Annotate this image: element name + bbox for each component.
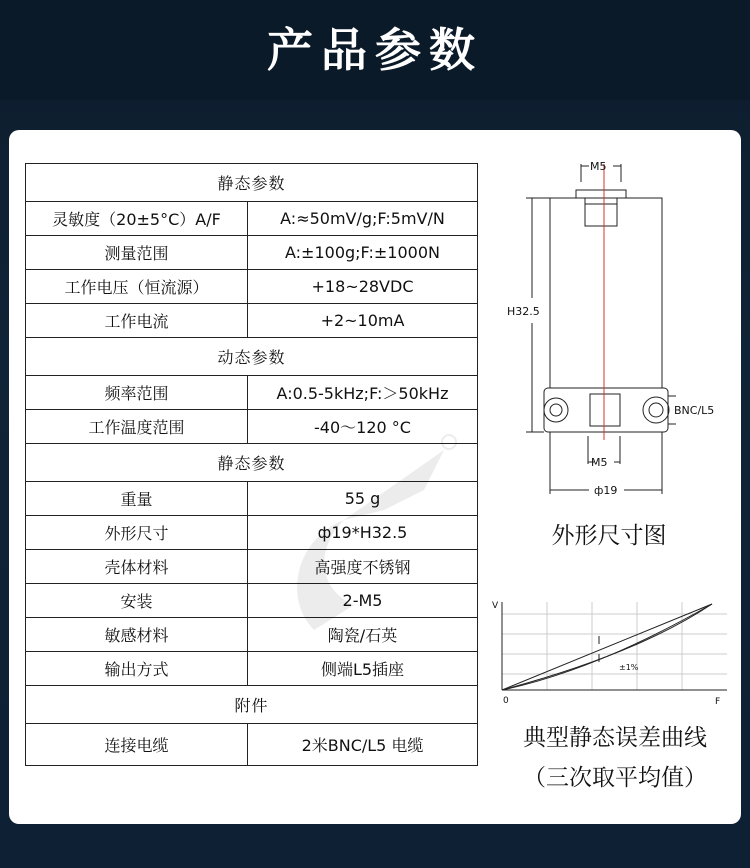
param-value: 55 g (248, 482, 478, 516)
label-bottom-m5: M5 (591, 456, 608, 469)
param-value: 2-M5 (248, 584, 478, 618)
param-name: 连接电缆 (26, 724, 248, 766)
label-height: H32.5 (507, 305, 540, 318)
param-value: A:0.5-5kHz;F:＞50kHz (248, 376, 478, 410)
param-name: 安装 (26, 584, 248, 618)
section-title: 附件 (26, 686, 478, 724)
error-annotation: ±1% (619, 663, 639, 672)
param-name: 壳体材料 (26, 550, 248, 584)
section-title: 静态参数 (26, 164, 478, 202)
param-value: +2~10mA (248, 304, 478, 338)
section-header-static (26, 164, 478, 202)
param-value: 2米BNC/L5 电缆 (248, 724, 478, 766)
error-plot-caption: 典型静态误差曲线 (523, 725, 707, 751)
param-name: 输出方式 (26, 652, 248, 686)
param-value: A:≈50mV/g;F:5mV/N (248, 202, 478, 236)
param-name: 重量 (26, 482, 248, 516)
section-header-accessory (26, 686, 478, 724)
page-title: 产品参数 (267, 23, 483, 77)
error-plot (487, 590, 735, 710)
table-row (26, 376, 478, 410)
param-value: ф19*H32.5 (248, 516, 478, 550)
param-name: 工作温度范围 (26, 410, 248, 444)
param-value: A:±100g;F:±1000N (248, 236, 478, 270)
section-title: 动态参数 (26, 338, 478, 376)
param-name: 频率范围 (26, 376, 248, 410)
param-name: 测量范围 (26, 236, 248, 270)
page-header (0, 0, 750, 100)
param-name: 敏感材料 (26, 618, 248, 652)
x-axis-label: F (715, 697, 721, 707)
table-row (26, 270, 478, 304)
table-row (26, 304, 478, 338)
table-row (26, 202, 478, 236)
dimension-caption: 外形尺寸图 (551, 523, 667, 549)
dimension-drawing (484, 148, 734, 498)
table-row (26, 724, 478, 766)
param-value: +18~28VDC (248, 270, 478, 304)
label-top-m5: M5 (590, 160, 607, 173)
y-axis-label: V (492, 601, 499, 611)
param-name: 工作电流 (26, 304, 248, 338)
origin-label: 0 (503, 696, 509, 706)
section-header-dynamic (26, 338, 478, 376)
label-diameter: ф19 (594, 484, 618, 497)
content-card (9, 130, 741, 824)
brand-watermark-logo (274, 430, 464, 650)
label-connector: BNC/L5 (674, 404, 715, 417)
param-value: 侧端L5插座 (248, 652, 478, 686)
table-row (26, 652, 478, 686)
param-value: -40～120 °C (248, 410, 478, 444)
param-name: 外形尺寸 (26, 516, 248, 550)
section-title: 静态参数 (26, 444, 478, 482)
param-value: 高强度不锈钢 (248, 550, 478, 584)
param-value: 陶瓷/石英 (248, 618, 478, 652)
error-plot-subcaption: （三次取平均值） (523, 765, 707, 791)
param-name: 灵敏度（20±5°C）A/F (26, 202, 248, 236)
param-name: 工作电压（恒流源） (26, 270, 248, 304)
table-row (26, 236, 478, 270)
